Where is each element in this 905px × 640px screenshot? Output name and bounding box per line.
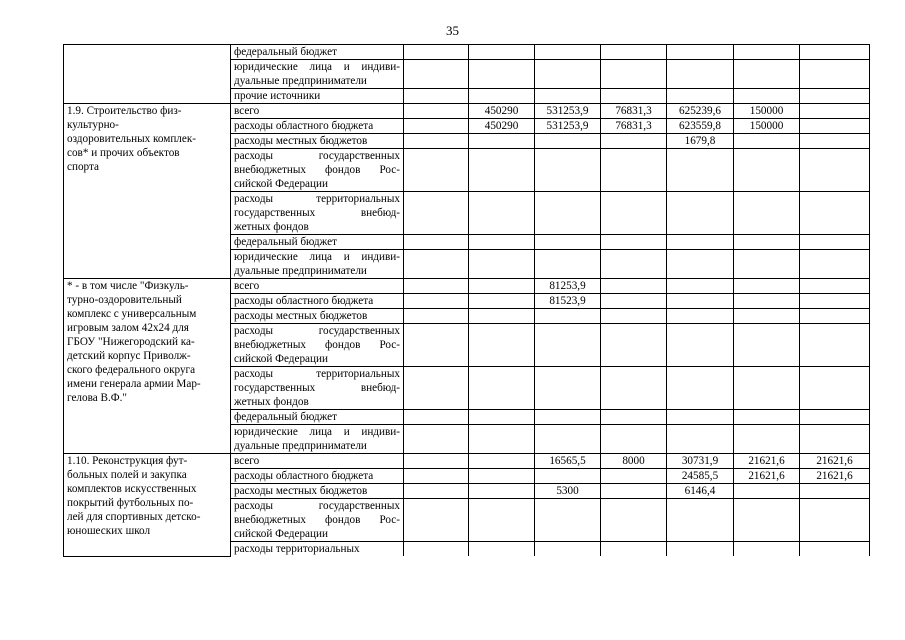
value-cell: [667, 367, 734, 410]
value-cell: [601, 484, 667, 499]
value-cell: [404, 324, 469, 367]
value-cell: [535, 367, 601, 410]
value-cell: [734, 45, 800, 60]
funding-source-line: расходы территориальных: [234, 193, 400, 205]
funding-source-line: сийской Федерации: [234, 353, 328, 365]
funding-source-line: дуальные предприниматели: [234, 265, 367, 277]
value-cell: [535, 60, 601, 89]
value-cell: [734, 425, 800, 454]
value-cell: [404, 542, 469, 557]
value-cell: 623559,8: [667, 119, 734, 134]
funding-source-cell: [231, 119, 404, 134]
value-cell: [535, 192, 601, 235]
funding-source-line: федеральный бюджет: [234, 46, 337, 58]
value-cell: [800, 542, 870, 557]
funding-source-line: расходы областного бюджета: [234, 470, 374, 482]
value-cell: 21621,6: [800, 469, 870, 484]
item-description-line: * - в том числе "Физкуль-: [67, 280, 189, 292]
value-cell: [667, 60, 734, 89]
funding-source-line: расходы областного бюджета: [234, 295, 374, 307]
value-cell: [800, 499, 870, 542]
value-cell: [535, 89, 601, 104]
value-cell: [469, 499, 535, 542]
funding-source-cell: [231, 499, 404, 542]
value-cell: [404, 119, 469, 134]
value-cell: [601, 324, 667, 367]
value-cell: [404, 89, 469, 104]
value-cell: [404, 134, 469, 149]
funding-source-line: расходы местных бюджетов: [234, 310, 368, 322]
funding-source-line: расходы государственных: [234, 500, 400, 512]
value-cell: [734, 250, 800, 279]
value-cell: [601, 149, 667, 192]
value-cell: [535, 309, 601, 324]
value-cell: [800, 60, 870, 89]
value-cell: [601, 542, 667, 557]
value-cell: [734, 89, 800, 104]
value-cell: 150000: [734, 119, 800, 134]
value-cell: [535, 410, 601, 425]
value-cell: [601, 309, 667, 324]
value-cell: [734, 324, 800, 367]
value-cell: [404, 454, 469, 469]
page-number: 35: [446, 23, 459, 38]
item-description-line: комплектов искусственных: [67, 483, 197, 495]
value-cell: [535, 250, 601, 279]
value-cell: [734, 499, 800, 542]
value-cell: 81523,9: [535, 294, 601, 309]
value-cell: [800, 484, 870, 499]
funding-source-cell: [231, 367, 404, 410]
value-cell: [667, 499, 734, 542]
funding-source-cell: [231, 324, 404, 367]
value-cell: [800, 89, 870, 104]
value-cell: [601, 469, 667, 484]
value-cell: 81253,9: [535, 279, 601, 294]
value-cell: [535, 542, 601, 557]
item-description-line: оздоровительных комплек-: [67, 133, 197, 145]
funding-source-line: дуальные предприниматели: [234, 75, 367, 87]
value-cell: [469, 192, 535, 235]
value-cell: [469, 149, 535, 192]
value-cell: [667, 309, 734, 324]
value-cell: [601, 425, 667, 454]
value-cell: 16565,5: [535, 454, 601, 469]
value-cell: 8000: [601, 454, 667, 469]
value-cell: [469, 134, 535, 149]
value-cell: [469, 279, 535, 294]
item-description-line: спорта: [67, 161, 99, 173]
value-cell: 531253,9: [535, 119, 601, 134]
value-cell: [469, 235, 535, 250]
item-description-line: 1.10. Реконструкция фут-: [67, 455, 188, 467]
funding-source-cell: [231, 89, 404, 104]
value-cell: [404, 367, 469, 410]
value-cell: 76831,3: [601, 119, 667, 134]
funding-source-line: юридические лица и индиви-: [234, 61, 400, 73]
value-cell: [734, 294, 800, 309]
item-description-line: культурно-: [67, 119, 119, 131]
funding-source-line: федеральный бюджет: [234, 411, 337, 423]
value-cell: [404, 410, 469, 425]
funding-source-cell: [231, 454, 404, 469]
value-cell: [667, 250, 734, 279]
funding-source-cell: [231, 192, 404, 235]
value-cell: [734, 367, 800, 410]
funding-source-line: расходы областного бюджета: [234, 120, 374, 132]
value-cell: [535, 235, 601, 250]
value-cell: [601, 235, 667, 250]
value-cell: 21621,6: [734, 454, 800, 469]
funding-source-line: сийской Федерации: [234, 528, 328, 540]
item-description-cell: [64, 45, 231, 104]
value-cell: 450290: [469, 104, 535, 119]
value-cell: [404, 45, 469, 60]
item-description-line: комплекс с универсальным: [67, 308, 197, 320]
value-cell: [667, 235, 734, 250]
value-cell: [800, 294, 870, 309]
value-cell: [601, 367, 667, 410]
item-description-line: юношеских школ: [67, 525, 151, 537]
value-cell: [800, 324, 870, 367]
value-cell: [601, 294, 667, 309]
table-body: [64, 45, 870, 557]
table-row: [64, 45, 870, 60]
value-cell: [535, 149, 601, 192]
item-description-line: 1.9. Строительство физ-: [67, 105, 182, 117]
value-cell: [404, 499, 469, 542]
value-cell: [800, 425, 870, 454]
funding-source-line: расходы территориальных: [234, 543, 360, 555]
funding-source-line: государственных внебюд-: [234, 207, 400, 219]
funding-source-cell: [231, 149, 404, 192]
value-cell: [734, 192, 800, 235]
value-cell: [535, 324, 601, 367]
value-cell: [404, 104, 469, 119]
value-cell: [469, 250, 535, 279]
funding-source-cell: [231, 134, 404, 149]
funding-source-cell: [231, 60, 404, 89]
value-cell: [800, 279, 870, 294]
funding-source-line: расходы государственных: [234, 325, 400, 337]
value-cell: [535, 425, 601, 454]
funding-table: [63, 44, 870, 557]
value-cell: [404, 425, 469, 454]
funding-source-line: дуальные предприниматели: [234, 440, 367, 452]
value-cell: [800, 410, 870, 425]
value-cell: [469, 89, 535, 104]
item-description-line: больных полей и закупка: [67, 469, 187, 481]
table-row: [64, 454, 870, 469]
funding-source-cell: [231, 294, 404, 309]
item-description-line: гелова В.Ф.": [67, 392, 127, 404]
item-description-line: игровым залом 42х24 для: [67, 322, 189, 334]
value-cell: [601, 499, 667, 542]
value-cell: [404, 309, 469, 324]
value-cell: [800, 149, 870, 192]
value-cell: [469, 410, 535, 425]
value-cell: [734, 542, 800, 557]
item-description-cell: [64, 454, 231, 557]
value-cell: [469, 45, 535, 60]
item-description-line: турно-оздоровительный: [67, 294, 182, 306]
value-cell: [404, 235, 469, 250]
value-cell: 150000: [734, 104, 800, 119]
value-cell: [667, 410, 734, 425]
value-cell: [734, 134, 800, 149]
value-cell: [800, 367, 870, 410]
value-cell: [734, 309, 800, 324]
value-cell: [601, 279, 667, 294]
value-cell: [667, 89, 734, 104]
value-cell: [734, 279, 800, 294]
funding-source-cell: [231, 469, 404, 484]
item-description-line: ского федерального округа: [67, 364, 196, 376]
value-cell: 76831,3: [601, 104, 667, 119]
funding-source-line: всего: [234, 105, 260, 117]
value-cell: [734, 235, 800, 250]
funding-source-line: юридические лица и индиви-: [234, 251, 400, 263]
value-cell: [800, 134, 870, 149]
value-cell: [800, 45, 870, 60]
funding-source-cell: [231, 250, 404, 279]
value-cell: [601, 250, 667, 279]
funding-source-line: прочие источники: [234, 90, 321, 102]
value-cell: [601, 89, 667, 104]
value-cell: [667, 425, 734, 454]
funding-source-line: жетных фондов: [234, 396, 309, 408]
funding-source-cell: [231, 484, 404, 499]
value-cell: 450290: [469, 119, 535, 134]
funding-source-line: расходы территориальных: [234, 368, 400, 380]
funding-source-line: юридические лица и индиви-: [234, 426, 400, 438]
value-cell: [469, 425, 535, 454]
funding-source-line: внебюджетных фондов Рос-: [234, 514, 400, 526]
value-cell: 21621,6: [800, 454, 870, 469]
funding-source-line: федеральный бюджет: [234, 236, 337, 248]
table-row: [64, 279, 870, 294]
value-cell: 1679,8: [667, 134, 734, 149]
value-cell: [404, 484, 469, 499]
value-cell: 30731,9: [667, 454, 734, 469]
funding-source-cell: [231, 235, 404, 250]
value-cell: 531253,9: [535, 104, 601, 119]
value-cell: [404, 250, 469, 279]
table-row: [64, 104, 870, 119]
funding-source-line: расходы государственных: [234, 150, 400, 162]
value-cell: [800, 104, 870, 119]
value-cell: [601, 410, 667, 425]
item-description-cell: [64, 104, 231, 279]
value-cell: [404, 469, 469, 484]
item-description-line: ГБОУ "Нижегородский ка-: [67, 336, 195, 348]
value-cell: [469, 60, 535, 89]
value-cell: [404, 279, 469, 294]
funding-source-cell: [231, 410, 404, 425]
value-cell: [800, 192, 870, 235]
item-description-line: сов* и прочих объектов: [67, 147, 180, 159]
value-cell: [601, 45, 667, 60]
value-cell: [535, 45, 601, 60]
funding-source-cell: [231, 309, 404, 324]
value-cell: [469, 309, 535, 324]
funding-source-line: всего: [234, 455, 260, 467]
value-cell: [469, 454, 535, 469]
funding-source-cell: [231, 542, 404, 557]
funding-source-line: всего: [234, 280, 260, 292]
value-cell: [404, 294, 469, 309]
funding-source-line: внебюджетных фондов Рос-: [234, 339, 400, 351]
value-cell: [667, 294, 734, 309]
value-cell: [469, 294, 535, 309]
value-cell: [535, 499, 601, 542]
value-cell: [404, 192, 469, 235]
value-cell: [469, 469, 535, 484]
value-cell: [667, 324, 734, 367]
value-cell: [535, 134, 601, 149]
value-cell: [800, 309, 870, 324]
funding-source-line: расходы местных бюджетов: [234, 135, 368, 147]
value-cell: [800, 235, 870, 250]
value-cell: 21621,6: [734, 469, 800, 484]
value-cell: [667, 279, 734, 294]
funding-source-line: внебюджетных фондов Рос-: [234, 164, 400, 176]
funding-source-cell: [231, 104, 404, 119]
value-cell: [601, 134, 667, 149]
value-cell: [404, 149, 469, 192]
value-cell: 625239,6: [667, 104, 734, 119]
item-description-cell: [64, 279, 231, 454]
value-cell: [469, 367, 535, 410]
value-cell: [601, 60, 667, 89]
funding-source-line: жетных фондов: [234, 221, 309, 233]
value-cell: [535, 469, 601, 484]
value-cell: 6146,4: [667, 484, 734, 499]
funding-source-line: государственных внебюд-: [234, 382, 400, 394]
item-description-line: покрытий футбольных по-: [67, 497, 194, 509]
value-cell: [469, 324, 535, 367]
value-cell: [404, 60, 469, 89]
funding-source-line: расходы местных бюджетов: [234, 485, 368, 497]
value-cell: 5300: [535, 484, 601, 499]
value-cell: [734, 60, 800, 89]
value-cell: [734, 484, 800, 499]
funding-source-cell: [231, 45, 404, 60]
funding-source-cell: [231, 279, 404, 294]
value-cell: [667, 149, 734, 192]
funding-source-line: сийской Федерации: [234, 178, 328, 190]
value-cell: [667, 45, 734, 60]
value-cell: [734, 410, 800, 425]
value-cell: [667, 542, 734, 557]
item-description-line: имени генерала армии Мар-: [67, 378, 201, 390]
item-description-line: детский корпус Приволж-: [67, 350, 191, 362]
value-cell: [469, 542, 535, 557]
value-cell: [800, 119, 870, 134]
value-cell: [469, 484, 535, 499]
value-cell: [601, 192, 667, 235]
item-description-line: лей для спортивных детско-: [67, 511, 201, 523]
value-cell: [667, 192, 734, 235]
value-cell: 24585,5: [667, 469, 734, 484]
value-cell: [800, 250, 870, 279]
funding-source-cell: [231, 425, 404, 454]
value-cell: [734, 149, 800, 192]
